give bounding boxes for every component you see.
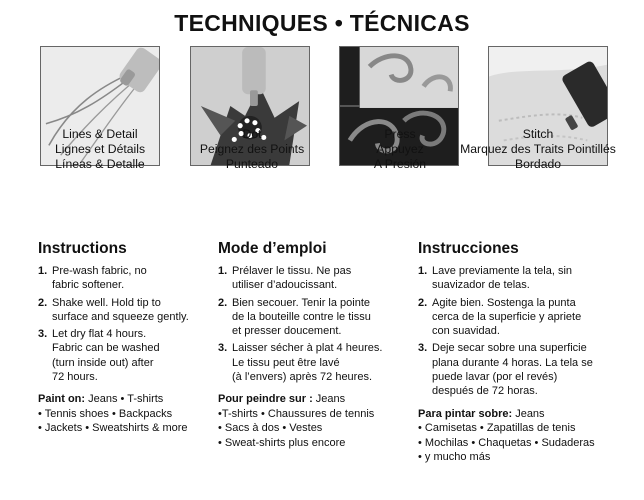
step-item <box>38 296 218 325</box>
step-number: 2. <box>38 296 48 309</box>
caption-line: Bordado <box>514 157 562 171</box>
paint-on-line: • Mochilas • Chaquetas • Sudaderas <box>418 436 595 449</box>
step-list <box>38 264 218 384</box>
caption-line: Punteado <box>225 157 279 171</box>
step-text: Agite bien. Sostenga la punta <box>432 296 576 309</box>
paint-on-label: Pour peindre sur : <box>218 393 313 406</box>
paint-on-line <box>218 392 413 407</box>
step-text: (turn inside out) after <box>52 356 154 369</box>
paint-on-line: • y mucho más <box>418 451 491 464</box>
paint-on-text: Jeans <box>312 393 346 406</box>
technique-caption-stitch <box>438 127 638 172</box>
paint-on-line: • Camisetas • Zapatillas de tenis <box>418 422 576 435</box>
step-item <box>38 327 218 384</box>
paint-on-line: •T-shirts • Chaussures de tennis <box>218 407 375 420</box>
section-heading: Instructions <box>38 240 127 257</box>
step-text: et presser doucement. <box>232 325 342 338</box>
step-list <box>218 264 413 384</box>
step-item <box>218 264 413 293</box>
paint-on-line <box>418 407 628 422</box>
step-text: Shake well. Hold tip to <box>52 296 161 309</box>
caption-line: Lines & Detail <box>62 127 138 141</box>
step-text: surface and squeeze gently. <box>52 310 189 323</box>
step-number: 1. <box>38 265 48 277</box>
instructions-french <box>218 240 413 450</box>
caption-line: Dot <box>242 127 262 141</box>
step-text: (à l’envers) après 72 heures. <box>232 371 373 384</box>
caption-line: Stitch <box>522 127 554 141</box>
page-title: TECHNIQUES • TÉCNICAS <box>174 10 470 36</box>
paint-on-label: Para pintar sobre: <box>418 407 513 420</box>
step-item <box>418 264 628 293</box>
step-text: Fabric can be washed <box>52 342 160 355</box>
paint-on-line: • Jackets • Sweatshirts & more <box>38 422 188 435</box>
step-text: Bien secouer. Tenir la pointe <box>232 296 370 309</box>
paint-on-line: • Tennis shoes • Backpacks <box>38 407 173 420</box>
paint-on-list <box>418 407 628 465</box>
step-item <box>218 341 413 384</box>
caption-line: A Presión <box>373 157 427 171</box>
paint-on-line: • Sweat-shirts plus encore <box>218 436 346 449</box>
step-text: Le tissu peut être lavé <box>232 356 340 369</box>
step-text: Prélaver le tissu. Ne pas <box>232 265 352 277</box>
step-number: 2. <box>418 296 428 309</box>
caption-line: Líneas & Detalle <box>55 157 145 171</box>
caption-line: Marquez des Traits Pointillés <box>460 142 616 156</box>
caption-line: Lignes et Détails <box>54 142 146 156</box>
step-text: Let dry flat 4 hours. <box>52 328 147 341</box>
step-text: cerca de la superficie y apriete <box>432 310 582 323</box>
paint-on-list <box>38 392 218 436</box>
paint-on-list <box>218 392 413 450</box>
step-number: 2. <box>218 296 228 309</box>
caption-line: Press <box>384 127 416 141</box>
caption-line: Peignez des Points <box>199 142 305 156</box>
section-heading: Mode d’emploi <box>218 240 327 257</box>
step-item <box>418 341 628 398</box>
step-text: utiliser d’adoucissant. <box>232 279 338 292</box>
step-text: Lave previamente la tela, sin <box>432 265 573 277</box>
step-list <box>418 264 628 399</box>
step-text: con suavidad. <box>432 325 500 338</box>
step-number: 3. <box>218 342 228 355</box>
step-text: después de 72 horas. <box>432 385 538 398</box>
caption-line: Appuyez <box>376 142 424 156</box>
step-item <box>218 296 413 339</box>
instructions-spanish <box>418 240 628 465</box>
step-number: 1. <box>418 265 428 277</box>
step-item <box>38 264 218 293</box>
step-number: 3. <box>38 328 48 341</box>
step-number: 3. <box>418 342 428 355</box>
step-text: de la bouteille contre le tissu <box>232 310 371 323</box>
step-text: suavizador de telas. <box>432 279 530 292</box>
paint-on-text: Jeans <box>512 407 545 420</box>
step-text: fabric softener. <box>52 279 125 292</box>
instructions-english <box>38 240 218 436</box>
step-text: Laisser sécher à plat 4 heures. <box>232 342 383 355</box>
paint-on-line <box>38 392 218 407</box>
step-item <box>418 296 628 339</box>
step-text: puede lavar (por el revés) <box>432 371 558 384</box>
paint-on-line: • Sacs à dos • Vestes <box>218 422 323 435</box>
step-text: 72 hours. <box>52 371 98 384</box>
step-number: 1. <box>218 265 228 277</box>
step-text: Deje secar sobre una superficie <box>432 342 587 355</box>
step-text: Pre-wash fabric, no <box>52 265 147 277</box>
paint-on-label: Paint on: <box>38 393 86 406</box>
paint-on-text: Jeans • T-shirts <box>85 393 164 406</box>
step-text: plana durante 4 horas. La tela se <box>432 356 593 369</box>
section-heading: Instrucciones <box>418 240 519 257</box>
